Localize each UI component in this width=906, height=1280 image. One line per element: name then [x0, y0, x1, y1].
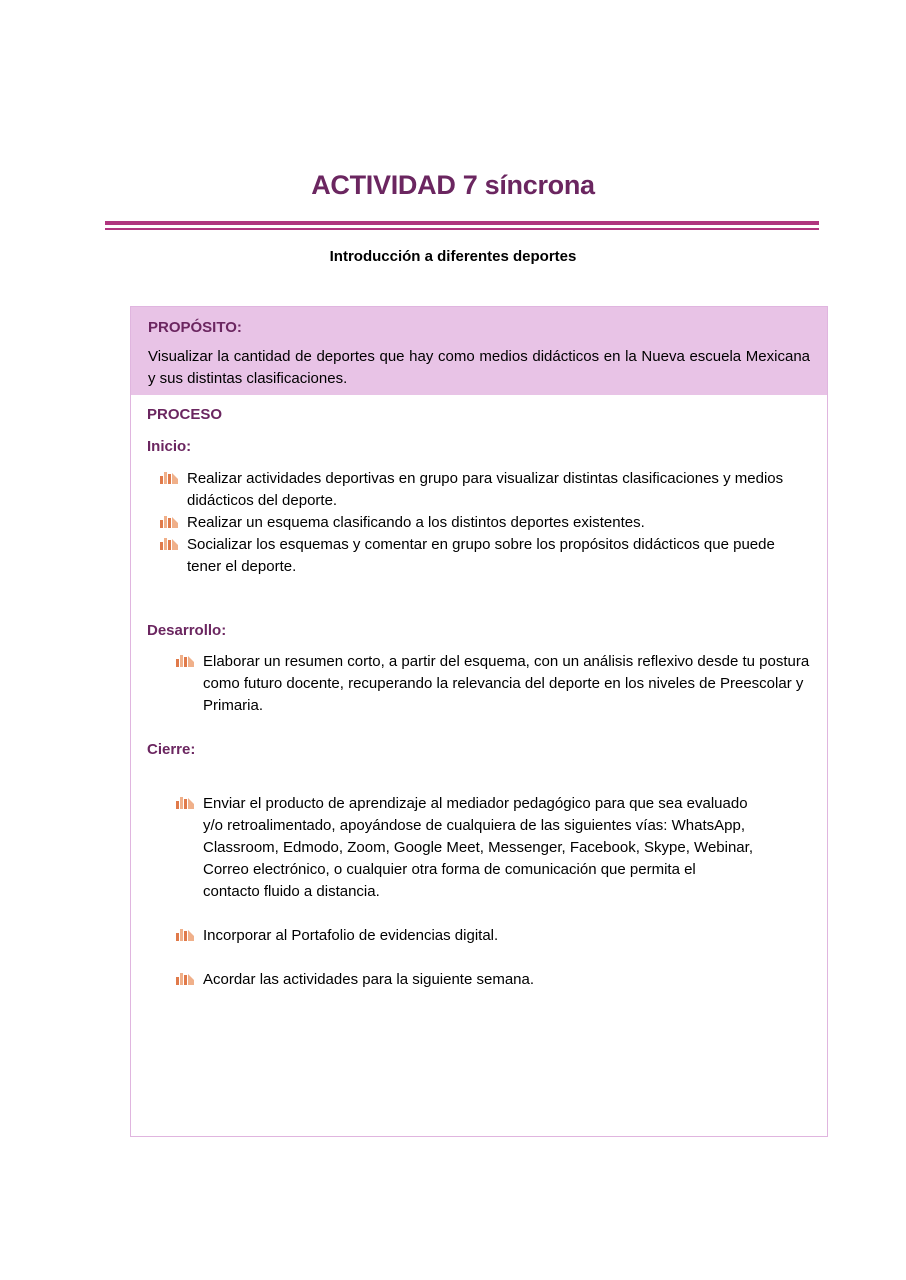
book-stack-icon: [175, 654, 195, 668]
inicio-item-text: Realizar un esquema clasificando a los distintos deportes existentes.: [187, 514, 645, 531]
inicio-list: [159, 468, 799, 578]
title-divider: [105, 221, 819, 225]
list-item: [159, 468, 799, 512]
book-stack-icon: [175, 928, 195, 942]
cierre-item-text: Incorporar al Portafolio de evidencias digital.: [203, 927, 499, 944]
inicio-heading: Inicio:: [147, 438, 192, 455]
document-title: ACTIVIDAD 7 síncrona: [311, 170, 595, 200]
document-subtitle: Introducción a diferentes deportes: [329, 248, 577, 265]
list-item: [175, 651, 821, 717]
cierre-heading: Cierre:: [147, 741, 196, 758]
cierre-item-text: Acordar las actividades para la siguiente semana.: [203, 971, 535, 988]
list-item: [175, 925, 755, 947]
list-item: [175, 969, 755, 991]
book-stack-icon: [175, 796, 195, 810]
inicio-item-text: Realizar actividades deportivas en grupo para visualizar distintas clasificaciones y medios didácticos del deporte.: [187, 470, 784, 509]
purpose-heading: PROPÓSITO:: [148, 319, 242, 336]
activity-box: [130, 306, 828, 1137]
list-item: [159, 534, 799, 578]
desarrollo-list: [175, 651, 821, 717]
list-item: [175, 793, 755, 903]
desarrollo-item-text: Elaborar un resumen corto, a partir del esquema, con un análisis reflexivo desde tu postura como futuro docente, recuperando la relevancia del deporte en los niveles de Preescolar y Primaria.: [203, 653, 810, 714]
inicio-item-text: Socializar los esquemas y comentar en grupo sobre los propósitos didácticos que puede tener el deporte.: [187, 536, 775, 575]
cierre-list: [175, 793, 755, 991]
cierre-item-text: Enviar el producto de aprendizaje al mediador pedagógico para que sea evaluado y/o retroalimentado, apoyándose de cualquiera de las siguientes vías: WhatsApp, Classroom, Edmodo, Zoom, Google Meet, Messenger, Facebook, Skype, Webinar, Correo electrónico, o cualquier otra forma de comunicación que permita el contacto fluido a distancia.: [203, 795, 753, 900]
book-stack-icon: [159, 515, 179, 529]
book-stack-icon: [175, 972, 195, 986]
list-item: [159, 512, 799, 534]
book-stack-icon: [159, 537, 179, 551]
process-heading: PROCESO: [147, 406, 223, 423]
book-stack-icon: [159, 471, 179, 485]
desarrollo-heading: Desarrollo:: [147, 622, 227, 639]
title-divider-thin: [105, 228, 819, 230]
purpose-text: Visualizar la cantidad de deportes que hay como medios didácticos en la Nueva escuela Mexicana y sus distintas clasificaciones.: [148, 348, 810, 387]
purpose-section: [131, 307, 827, 395]
